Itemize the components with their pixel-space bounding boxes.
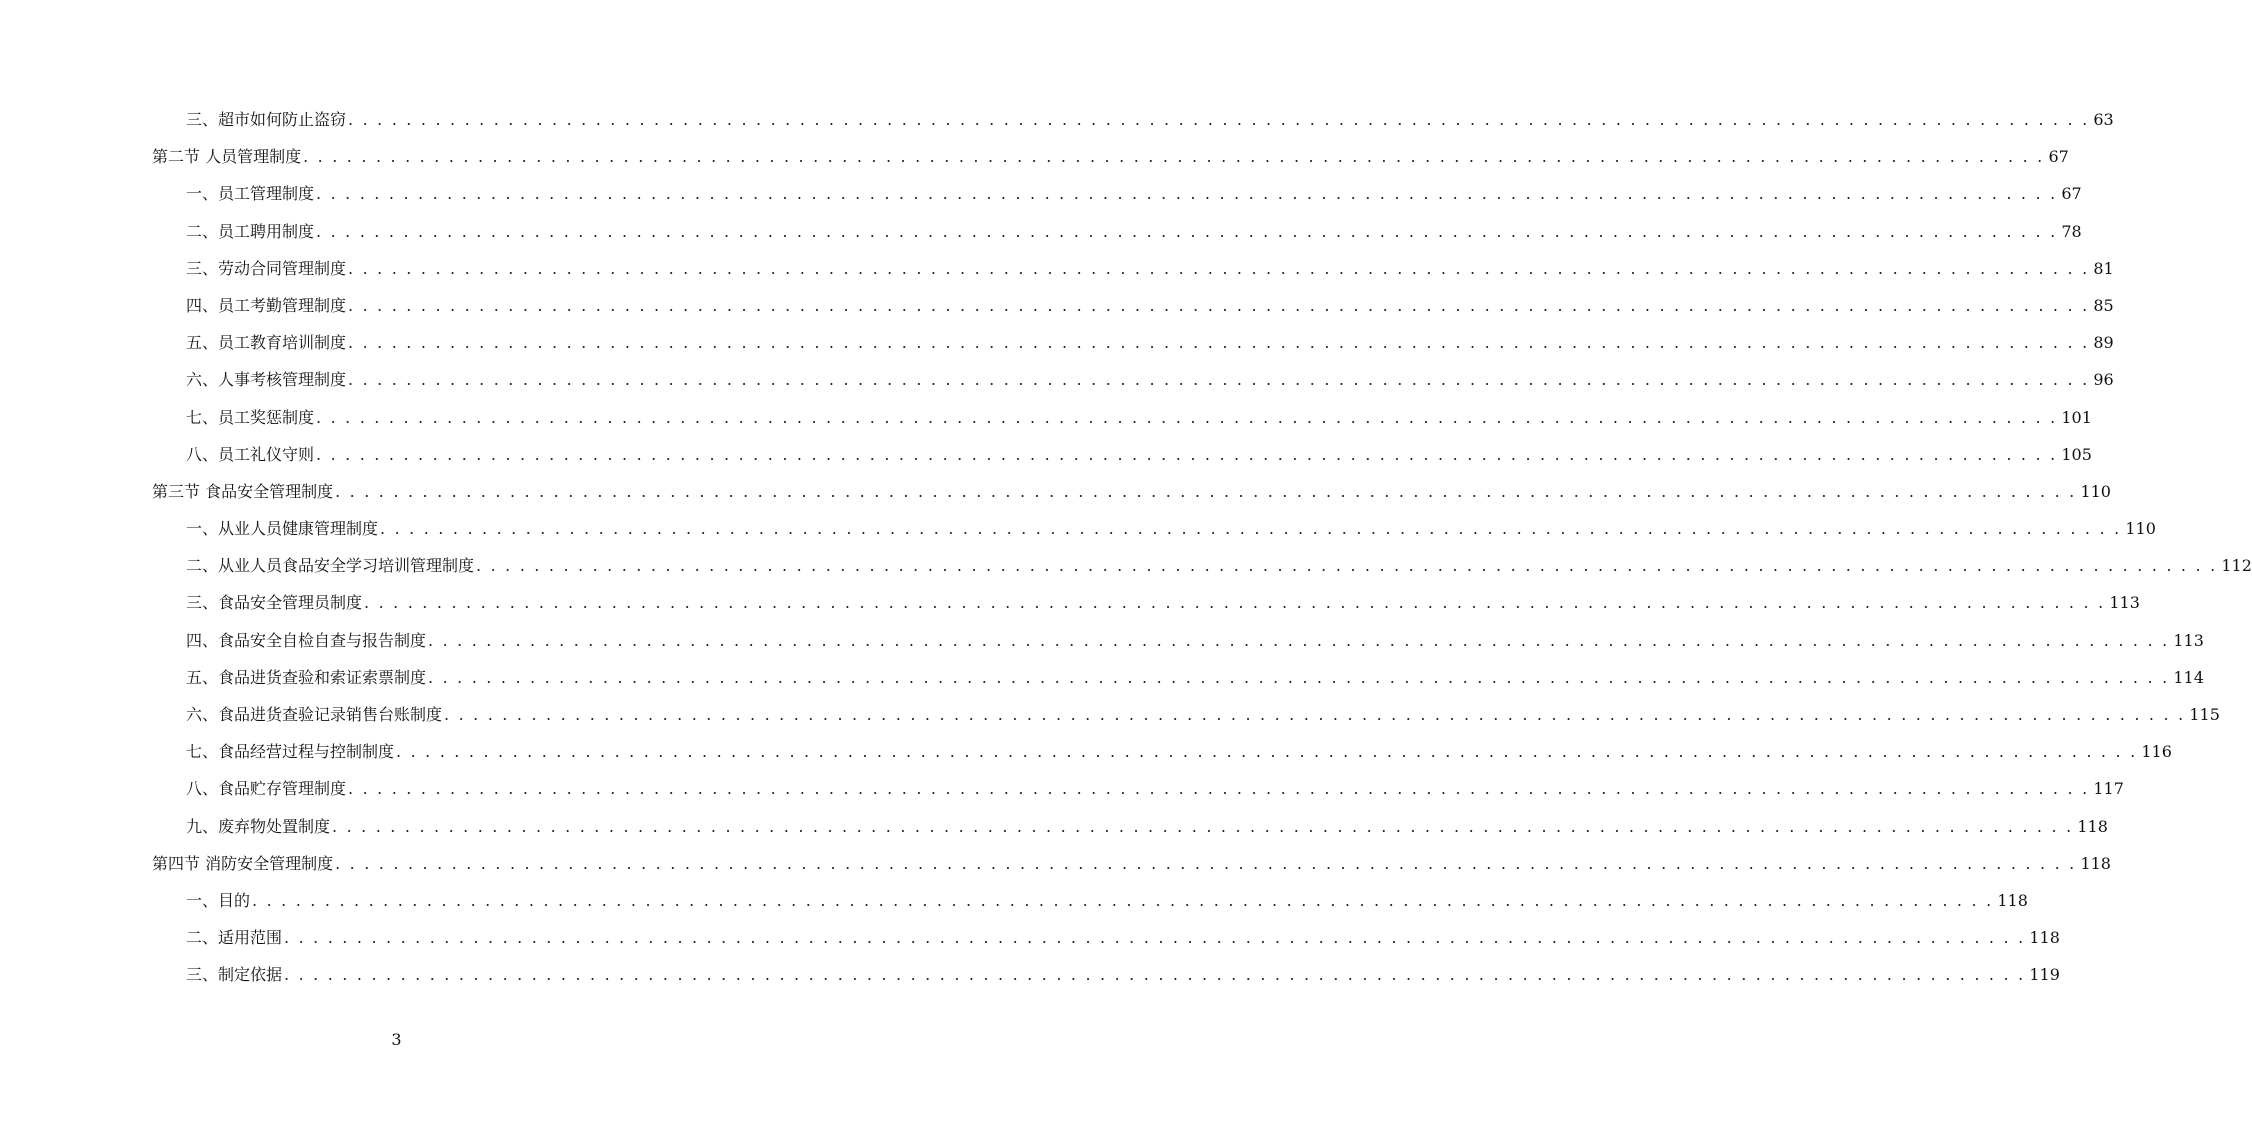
toc-section-entry[interactable] <box>0 473 2111 510</box>
toc-entry-page-number: 113 <box>2173 630 2204 650</box>
toc-entry-title: 第三节 食品安全管理制度 <box>152 481 334 501</box>
toc-subsection-entry[interactable] <box>0 659 2204 696</box>
toc-entry-page-number: 67 <box>2048 147 2069 167</box>
toc-subsection-entry[interactable] <box>0 547 2252 584</box>
dot-leader: . . . . . . . . . . . . . . . . . . . . . . . . . . . . . . . . . . . . . . . . . . . . . . . . . . . . . . . . . . . . . . . . . . . . . . . . . . . . . . . . . . . . . . . . . . . . . . . . . . . . . . . . . . . . . . . . . . . . . . . . <box>444 705 2186 724</box>
toc-subsection-entry[interactable] <box>0 919 2060 956</box>
dot-leader: . . . . . . . . . . . . . . . . . . . . . . . . . . . . . . . . . . . . . . . . . . . . . . . . . . . . . . . . . . . . . . . . . . . . . . . . . . . . . . . . . . . . . . . . . . . . . . . . . . . . . . . . . . . . . . . . . . . . . . . . <box>335 481 2077 501</box>
toc-subsection-entry[interactable] <box>0 584 2140 621</box>
toc-entry-page-number: 78 <box>2061 221 2082 241</box>
toc-subsection-entry[interactable] <box>0 733 2172 770</box>
toc-entry-title: 第二节 人员管理制度 <box>152 147 302 167</box>
toc-entry-title: 二、从业人员食品安全学习培训管理制度 <box>186 556 475 576</box>
toc-entry-page-number: 117 <box>2093 779 2124 799</box>
dot-leader: . . . . . . . . . . . . . . . . . . . . . . . . . . . . . . . . . . . . . . . . . . . . . . . . . . . . . . . . . . . . . . . . . . . . . . . . . . . . . . . . . . . . . . . . . . . . . . . . . . . . . . . . . . . . . . . . . . . . . . . . <box>428 667 2170 687</box>
toc-entry-page-number: 101 <box>2061 407 2092 427</box>
toc-entry-title: 一、目的 <box>186 890 251 910</box>
toc-entry-page-number: 81 <box>2093 258 2114 278</box>
toc-entry-title: 四、员工考勤管理制度 <box>186 295 347 315</box>
toc-entry-page-number: 89 <box>2093 333 2114 353</box>
toc-entry-title: 一、从业人员健康管理制度 <box>186 519 379 539</box>
toc-subsection-entry[interactable] <box>0 101 2114 138</box>
toc-entry-page-number: 63 <box>2093 110 2114 129</box>
toc-entry-page-number: 118 <box>2080 853 2111 873</box>
dot-leader: . . . . . . . . . . . . . . . . . . . . . . . . . . . . . . . . . . . . . . . . . . . . . . . . . . . . . . . . . . . . . . . . . . . . . . . . . . . . . . . . . . . . . . . . . . . . . . . . . . . . . . . . . . . . . . . . . . . . . . . . <box>348 258 2090 278</box>
toc-entry-title: 三、超市如何防止盗窃 <box>186 110 347 129</box>
toc-entry-title: 三、劳动合同管理制度 <box>186 258 347 278</box>
dot-leader: . . . . . . . . . . . . . . . . . . . . . . . . . . . . . . . . . . . . . . . . . . . . . . . . . . . . . . . . . . . . . . . . . . . . . . . . . . . . . . . . . . . . . . . . . . . . . . . . . . . . . . . . . . . . . . . . . . . . . . . . <box>348 295 2090 315</box>
toc-entry-page-number: 119 <box>2029 965 2060 985</box>
dot-leader: . . . . . . . . . . . . . . . . . . . . . . . . . . . . . . . . . . . . . . . . . . . . . . . . . . . . . . . . . . . . . . . . . . . . . . . . . . . . . . . . . . . . . . . . . . . . . . . . . . . . . . . . . . . . . . . . . . . . . . . . <box>332 816 2074 836</box>
toc-entry-title: 二、员工聘用制度 <box>186 221 315 241</box>
toc-subsection-entry[interactable] <box>0 956 2060 993</box>
toc-entry-page-number: 85 <box>2093 295 2114 315</box>
dot-leader: . . . . . . . . . . . . . . . . . . . . . . . . . . . . . . . . . . . . . . . . . . . . . . . . . . . . . . . . . . . . . . . . . . . . . . . . . . . . . . . . . . . . . . . . . . . . . . . . . . . . . . . . . . . . . . . . . . . . . . . . <box>335 853 2077 873</box>
toc-entry-title: 三、制定依据 <box>186 965 283 985</box>
table-of-contents <box>0 101 2252 994</box>
dot-leader: . . . . . . . . . . . . . . . . . . . . . . . . . . . . . . . . . . . . . . . . . . . . . . . . . . . . . . . . . . . . . . . . . . . . . . . . . . . . . . . . . . . . . . . . . . . . . . . . . . . . . . . . . . . . . . . . . . . . . . . . <box>316 221 2058 241</box>
dot-leader: . . . . . . . . . . . . . . . . . . . . . . . . . . . . . . . . . . . . . . . . . . . . . . . . . . . . . . . . . . . . . . . . . . . . . . . . . . . . . . . . . . . . . . . . . . . . . . . . . . . . . . . . . . . . . . . . . . . . . . . . <box>252 890 1994 910</box>
toc-subsection-entry[interactable] <box>0 882 2028 919</box>
toc-entry-page-number: 110 <box>2125 519 2156 539</box>
toc-entry-page-number: 116 <box>2141 742 2172 762</box>
dot-leader: . . . . . . . . . . . . . . . . . . . . . . . . . . . . . . . . . . . . . . . . . . . . . . . . . . . . . . . . . . . . . . . . . . . . . . . . . . . . . . . . . . . . . . . . . . . . . . . . . . . . . . . . . . . . . . . . . . . . . . . . <box>348 370 2090 390</box>
toc-entry-page-number: 105 <box>2061 444 2092 464</box>
toc-subsection-entry[interactable] <box>0 622 2204 659</box>
dot-leader: . . . . . . . . . . . . . . . . . . . . . . . . . . . . . . . . . . . . . . . . . . . . . . . . . . . . . . . . . . . . . . . . . . . . . . . . . . . . . . . . . . . . . . . . . . . . . . . . . . . . . . . . . . . . . . . . . . . . . . . . <box>476 556 2218 576</box>
dot-leader: . . . . . . . . . . . . . . . . . . . . . . . . . . . . . . . . . . . . . . . . . . . . . . . . . . . . . . . . . . . . . . . . . . . . . . . . . . . . . . . . . . . . . . . . . . . . . . . . . . . . . . . . . . . . . . . . . . . . . . . . <box>348 333 2090 353</box>
dot-leader: . . . . . . . . . . . . . . . . . . . . . . . . . . . . . . . . . . . . . . . . . . . . . . . . . . . . . . . . . . . . . . . . . . . . . . . . . . . . . . . . . . . . . . . . . . . . . . . . . . . . . . . . . . . . . . . . . . . . . . . . <box>284 965 2026 985</box>
dot-leader: . . . . . . . . . . . . . . . . . . . . . . . . . . . . . . . . . . . . . . . . . . . . . . . . . . . . . . . . . . . . . . . . . . . . . . . . . . . . . . . . . . . . . . . . . . . . . . . . . . . . . . . . . . . . . . . . . . . . . . . . <box>396 742 2138 762</box>
page-number: 3 <box>391 1030 402 1049</box>
dot-leader: . . . . . . . . . . . . . . . . . . . . . . . . . . . . . . . . . . . . . . . . . . . . . . . . . . . . . . . . . . . . . . . . . . . . . . . . . . . . . . . . . . . . . . . . . . . . . . . . . . . . . . . . . . . . . . . . . . . . . . . . <box>348 779 2090 799</box>
toc-entry-page-number: 113 <box>2109 593 2140 613</box>
toc-entry-title: 七、员工奖惩制度 <box>186 407 315 427</box>
toc-entry-page-number: 114 <box>2173 667 2204 687</box>
toc-entry-title: 五、员工教育培训制度 <box>186 333 347 353</box>
dot-leader: . . . . . . . . . . . . . . . . . . . . . . . . . . . . . . . . . . . . . . . . . . . . . . . . . . . . . . . . . . . . . . . . . . . . . . . . . . . . . . . . . . . . . . . . . . . . . . . . . . . . . . . . . . . . . . . . . . . . . . . . <box>380 519 2122 539</box>
toc-entry-page-number: 110 <box>2080 481 2111 501</box>
toc-subsection-entry[interactable] <box>0 324 2114 361</box>
toc-section-entry[interactable] <box>0 845 2111 882</box>
toc-entry-page-number: 118 <box>1997 890 2028 910</box>
toc-entry-page-number: 96 <box>2093 370 2114 390</box>
dot-leader: . . . . . . . . . . . . . . . . . . . . . . . . . . . . . . . . . . . . . . . . . . . . . . . . . . . . . . . . . . . . . . . . . . . . . . . . . . . . . . . . . . . . . . . . . . . . . . . . . . . . . . . . . . . . . . . . . . . . . . . . <box>303 147 2045 167</box>
dot-leader: . . . . . . . . . . . . . . . . . . . . . . . . . . . . . . . . . . . . . . . . . . . . . . . . . . . . . . . . . . . . . . . . . . . . . . . . . . . . . . . . . . . . . . . . . . . . . . . . . . . . . . . . . . . . . . . . . . . . . . . . <box>316 407 2058 427</box>
toc-subsection-entry[interactable] <box>0 361 2114 398</box>
toc-entry-title: 八、食品贮存管理制度 <box>186 779 347 799</box>
toc-subsection-entry[interactable] <box>0 436 2092 473</box>
toc-entry-page-number: 115 <box>2189 705 2220 724</box>
dot-leader: . . . . . . . . . . . . . . . . . . . . . . . . . . . . . . . . . . . . . . . . . . . . . . . . . . . . . . . . . . . . . . . . . . . . . . . . . . . . . . . . . . . . . . . . . . . . . . . . . . . . . . . . . . . . . . . . . . . . . . . . <box>364 593 2106 613</box>
toc-entry-title: 七、食品经营过程与控制制度 <box>186 742 395 762</box>
toc-subsection-entry[interactable] <box>0 213 2082 250</box>
toc-subsection-entry[interactable] <box>0 399 2092 436</box>
dot-leader: . . . . . . . . . . . . . . . . . . . . . . . . . . . . . . . . . . . . . . . . . . . . . . . . . . . . . . . . . . . . . . . . . . . . . . . . . . . . . . . . . . . . . . . . . . . . . . . . . . . . . . . . . . . . . . . . . . . . . . . . <box>284 928 2026 948</box>
toc-entry-page-number: 112 <box>2221 556 2252 576</box>
toc-subsection-entry[interactable] <box>0 808 2108 845</box>
toc-subsection-entry[interactable] <box>0 770 2124 807</box>
toc-entry-title: 二、适用范围 <box>186 928 283 948</box>
toc-subsection-entry[interactable] <box>0 175 2082 212</box>
dot-leader: . . . . . . . . . . . . . . . . . . . . . . . . . . . . . . . . . . . . . . . . . . . . . . . . . . . . . . . . . . . . . . . . . . . . . . . . . . . . . . . . . . . . . . . . . . . . . . . . . . . . . . . . . . . . . . . . . . . . . . . . <box>428 630 2170 650</box>
toc-entry-page-number: 118 <box>2077 816 2108 836</box>
toc-entry-title: 八、员工礼仪守则 <box>186 444 315 464</box>
toc-entry-title: 六、人事考核管理制度 <box>186 370 347 390</box>
toc-entry-title: 第四节 消防安全管理制度 <box>152 853 334 873</box>
toc-entry-title: 五、食品进货查验和索证索票制度 <box>186 667 427 687</box>
toc-entry-page-number: 118 <box>2029 928 2060 948</box>
toc-entry-page-number: 67 <box>2061 184 2082 204</box>
toc-entry-title: 九、废弃物处置制度 <box>186 816 331 836</box>
dot-leader: . . . . . . . . . . . . . . . . . . . . . . . . . . . . . . . . . . . . . . . . . . . . . . . . . . . . . . . . . . . . . . . . . . . . . . . . . . . . . . . . . . . . . . . . . . . . . . . . . . . . . . . . . . . . . . . . . . . . . . . . <box>348 110 2090 129</box>
toc-subsection-entry[interactable] <box>0 510 2156 547</box>
toc-section-entry[interactable] <box>0 138 2069 175</box>
toc-subsection-entry[interactable] <box>0 287 2114 324</box>
toc-entry-title: 一、员工管理制度 <box>186 184 315 204</box>
toc-entry-title: 三、食品安全管理员制度 <box>186 593 363 613</box>
dot-leader: . . . . . . . . . . . . . . . . . . . . . . . . . . . . . . . . . . . . . . . . . . . . . . . . . . . . . . . . . . . . . . . . . . . . . . . . . . . . . . . . . . . . . . . . . . . . . . . . . . . . . . . . . . . . . . . . . . . . . . . . <box>316 444 2058 464</box>
toc-subsection-entry[interactable] <box>0 696 2220 733</box>
toc-entry-title: 四、食品安全自检自查与报告制度 <box>186 630 427 650</box>
toc-entry-title: 六、食品进货查验记录销售台账制度 <box>186 705 443 724</box>
toc-subsection-entry[interactable] <box>0 250 2114 287</box>
dot-leader: . . . . . . . . . . . . . . . . . . . . . . . . . . . . . . . . . . . . . . . . . . . . . . . . . . . . . . . . . . . . . . . . . . . . . . . . . . . . . . . . . . . . . . . . . . . . . . . . . . . . . . . . . . . . . . . . . . . . . . . . <box>316 184 2058 204</box>
